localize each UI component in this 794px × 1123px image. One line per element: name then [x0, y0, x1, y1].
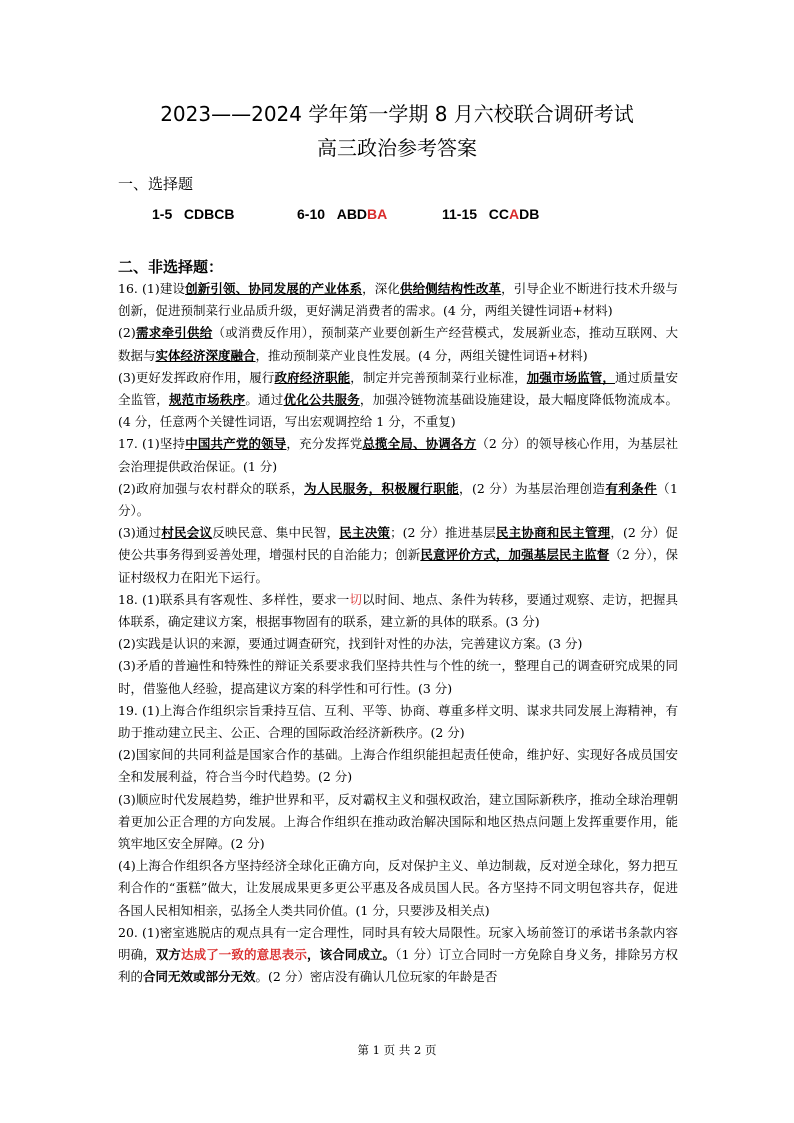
page-title: 2023——2024 学年第一学期 8 月六校联合调研考试 [160, 102, 634, 126]
q16-2: (2)需求牵引供给（或消费反作用），预制菜产业要创新生产经营模式，发展新业态，推动互联网、大数据与实体经济深度融合，推动预制菜产业良性发展。(4 分，两组关键性词语+材料) [118, 325, 678, 363]
q18-2: (2)实践是认识的来源，要通过调查研究，找到针对性的办法，完善建议方案。(3 分) [118, 636, 583, 652]
q17-3: (3)通过村民会议反映民意、集中民智，民主决策；(2 分）推进基层民主协商和民主管理，(2 分）促使公共事务得到妥善处理，增强村民的自治能力；创新民意评价方式，加强基层民主监督（2 分），保证村级权力在阳光下运行。 [118, 525, 678, 585]
q17-2: (2)政府加强与农村群众的联系，为人民服务，积极履行职能，(2 分）为基层治理创造有利条件（1 分）。 [118, 480, 678, 519]
q18-3: (3)矛盾的普遍性和特殊性的辩证关系要求我们坚持共性与个性的统一，整理自己的调查研究成果的同时，借鉴他人经验，提高建议方案的科学性和可行性。(3 分) [118, 658, 678, 696]
mc-group-1: 1-5 CDBCB [152, 206, 235, 222]
q17-1: 17. (1)坚持中国共产党的领导，充分发挥党总揽全局、协调各方（2 分）的领导核心作用，为基层社会治理提供政治保证。(1 分) [118, 436, 678, 474]
mc-group-2: 6-10 ABDBA [297, 206, 388, 222]
mc-group-3: 11-15 CCADB [442, 206, 540, 222]
page-footer: 第 1 页 共 2 页 [357, 1043, 437, 1057]
q19-2: (2)国家间的共同利益是国家合作的基础。上海合作组织能担起责任使命，维护好、实现好各成员国安全和发展利益，符合当今时代趋势。(2 分) [118, 747, 678, 785]
section-heading-essay: 二、非选择题： [118, 258, 224, 276]
page-subtitle: 高三政治参考答案 [317, 136, 477, 160]
q16-3: (3)更好发挥政府作用，履行政府经济职能，制定并完善预制菜行业标准，加强市场监管，通过质量安全监管，规范市场秩序。通过优化公共服务，加强冷链物流基础设施建设，最大幅度降低物流成本。(4 分，任意两个关键性词语，写出宏观调控给 1 分，不重复) [118, 369, 678, 430]
section-heading-choice: 一、选择题 [118, 175, 194, 193]
q19-3: (3)顺应时代发展趋势，维护世界和平，反对霸权主义和强权政治，建立国际新秩序，推动全球治理朝着更加公正合理的方向发展。上海合作组织在推动政治解决国际和地区热点问题上发挥重要作用，能筑牢地区安全屏障。(2 分) [118, 791, 678, 852]
q18-1: 18. (1)联系具有客观性、多样性，要求一切以时间、地点、条件为转移，要通过观察、走访，把握具体联系，确定建议方案，根据事物固有的联系，建立新的具体的联系。(3 分) [118, 591, 678, 630]
q19-1: 19. (1)上海合作组织宗旨秉持互信、互利、平等、协商、尊重多样文明、谋求共同发展上海精神，有助于推动建立民主、公正、合理的国际政治经济新秩序。(2 分) [118, 702, 678, 741]
q16-1: 16. (1)建设创新引领、协同发展的产业体系，深化供给侧结构性改革，引导企业不断进行技术升级与创新，促进预制菜行业品质升级，更好满足消费者的需求。(4 分，两组关键性词语+材料) [118, 281, 678, 319]
answer-body [118, 278, 678, 989]
q19-4: (4)上海合作组织各方坚持经济全球化正确方向，反对保护主义、单边制裁，反对逆全球化，努力把互利合作的“蛋糕”做大，让发展成果更多更公平惠及各成员国人民。各方坚持不同文明包容共存，促进各国人民相知相亲，弘扬全人类共同价值。(1 分，只要涉及相关点) [118, 858, 678, 918]
q20-1: 20. (1)密室逃脱店的观点具有一定合理性，同时具有较大局限性。玩家入场前签订的承诺书条款内容明确，双方达成了一致的意思表示，该合同成立。（1 分）订立合同时一方免除自身义务，排除另方权利的合同无效或部分无效。(2 分）密店没有确认几位玩家的年龄是否 [118, 924, 678, 985]
